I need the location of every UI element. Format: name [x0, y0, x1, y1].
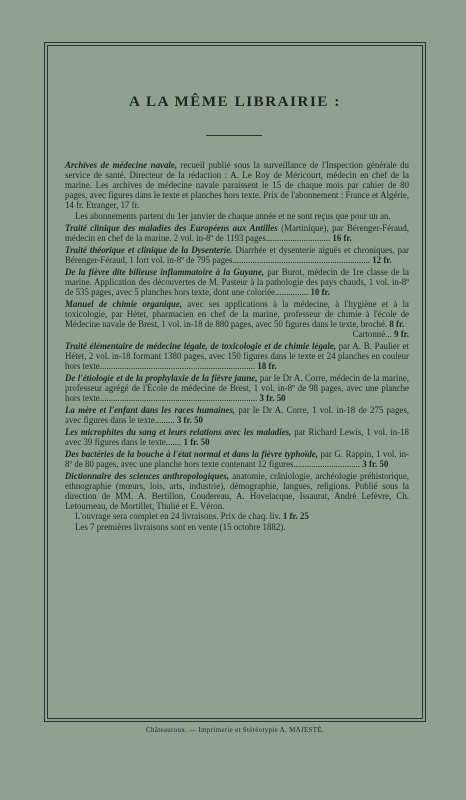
list-item: Manuel de chimie organique, avec ses applications à la médecine, à l'hygiène et à la toxicologie, par Hétet, pharmacien en chef de la marine, professeur de chimie à l'école de Médecine navale de Brest, 1 vol. in-18 de 880 pages, avec 50 figures dans le texte, broché. 8 fr. Cartonné... 9 fr.: [65, 298, 409, 339]
book-description: par Richard Lewis, 1 vol. in-18 avec 39 figures dans le texte: [65, 427, 409, 447]
list-item: Des bactéries de la bouche à l'état normal et dans la fièvre typhoïde, par G. Rappin, 1 vol. in-8º de 80 pages, avec une planche hors texte contenant 12 figures.............................. 3 fr. 50: [65, 449, 410, 470]
book-title: De la fièvre dite bilieuse inflammatoire à la Guyane,: [65, 266, 265, 277]
book-title: De l'étiologie et de la prophylaxie de la fièvre jaune,: [65, 372, 258, 383]
book-title: Des bactéries de la bouche à l'état normal et dans la fièvre typhoïde,: [65, 449, 318, 460]
book-list: [65, 161, 409, 535]
list-item: La mère et l'enfant dans les races humaines, par le Dr A. Corre, 1 vol. in-18 de 275 pages, avec figures dans le texte......... 3 fr. 50: [65, 404, 409, 425]
printer-imprint: Châteauroux. — Imprimerie et Stéréotypie A. MAJESTÉ.: [146, 726, 324, 734]
book-description: par le Dr A. Corre, médecin de la marine, professeur agrégé de l'École de médecine de Brest, 1 vol. in-8º de 98 pages, avec une planche hors texte: [65, 372, 409, 403]
installment-info: L'ouvrage sera complet en 24 livraisons. Prix de chaq. liv.: [75, 510, 281, 521]
book-price: 12 fr.: [372, 254, 392, 265]
book-title: Dictionnaire des sciences anthropologiques,: [65, 471, 230, 482]
list-item: Les microphites du sang et leurs relations avec les maladies, par Richard Lewis, 1 vol. in-18 avec 39 figures dans le texte....... 1 fr. 50: [65, 427, 409, 447]
book-description: avec ses applications à la médecine, à l'hygiène et à la toxicologie, par Hétet, pharmacien en chef de la marine, professeur de chimie à l'école de Médecine navale de Brest, 1 vol. in-18 de 880 pages, avec 50 figures dans le texte, broché.: [65, 298, 409, 329]
book-description: par G. Rappin, 1 vol. in-8º de 80 pages, avec une planche hors texte contenant 12 figures: [65, 449, 410, 470]
book-description: par A. B. Paulier et Hétet, 2 vol. in-18 formant 1380 pages, avec 150 figures dans le texte et 24 planches en couleur hors texte: [65, 340, 410, 371]
list-item: Traité clinique des maladies des Européens aux Antilles (Martinique), par Bérenger-Féraud, médecin en chef de la marine. 2 vol. in-8º de 1193 pages............................. 16 fr.: [65, 222, 410, 243]
book-title: La mère et l'enfant dans les races humaines,: [65, 404, 236, 415]
subscription-note: Les abonnements partent du 1er janvier de chaque année et ne sont reçus que pour un an.: [75, 210, 391, 221]
book-description: par le Dr A. Corre, 1 vol. in-18 de 275 pages, avec figures dans le texte: [65, 404, 409, 425]
list-item: De la fièvre dite bilieuse inflammatoire à la Guyane, par Burot, médecin de 1re classe de la marine. Application des découvertes de M. Pasteur à la pathologie des pays chauds, 1 vol. in-8º de 535 pages, avec 5 planches hors texte, dont une coloriée............... 10 fr.: [65, 266, 410, 297]
book-title: Traité théorique et clinique de la Dysenterie.: [65, 244, 233, 255]
book-price: 3 fr. 50: [362, 459, 389, 470]
book-description: par Burot, médecin de 1re classe de la marine. Application des découvertes de M. Pasteur à la pathologie des pays chauds, 1 vol. in-8º de 535 pages, avec 5 planches hors texte, dont une coloriée: [65, 266, 410, 297]
book-description: recueil publié sous la surveillance de l'Inspection générale du service de santé. Directeur de la rédaction : A. Le Roy de Méricourt, médecin en chef de la marine. Les archives de médecine navale paraissent le 15 de chaque mois par cahier de 80 pages, avec figures dans le texte et planches hors texte. Prix de l'abonnement : France et Algérie, 14 fr. Etranger, 17 fr.: [65, 160, 409, 210]
title-divider: [206, 135, 262, 136]
book-title: Manuel de chimie organique,: [65, 298, 183, 309]
book-title: Traité clinique des maladies des Européens aux Antilles: [65, 222, 278, 233]
book-description: (Martinique), par Bérenger-Féraud, médecin en chef de la marine. 2 vol. in-8º de 1193 pages: [65, 222, 410, 243]
book-price: 1 fr. 50: [183, 436, 210, 447]
book-title: Archives de médecine navale,: [65, 160, 178, 170]
list-item: [65, 161, 409, 221]
book-description: anatomie, crâniologie, archéologie préhistorique, ethnographie (mœurs, lois, arts, industrie), démographie, langues, religions. Publié sous la direction de MM. A. Bertillon, Coudereau, A. Hovelacque, Issaurat, André Lefèvre, Ch. Letourneau, de Mortillet, Thulié et E. Véron.: [65, 471, 409, 511]
book-title: Les microphites du sang et leurs relations avec les maladies,: [65, 427, 292, 438]
availability-note: Les 7 premières livraisons sont en vente (15 octobre 1882).: [75, 521, 286, 532]
book-description: Diarrhée et dysenterie aiguës et chroniques, par Bérenger-Féraud, 1 fort vol. in-8º de 795 pages: [65, 244, 409, 265]
book-price: 10 fr.: [310, 286, 330, 297]
book-price: 3 fr. 50: [176, 414, 203, 425]
book-price: 8 fr.: [389, 318, 405, 329]
book-price: 18 fr.: [257, 360, 277, 371]
book-title: Traité élémentaire de médecine légale, de toxicologie et de chimie légale,: [65, 340, 336, 351]
list-item: [65, 472, 409, 532]
page-title: A LA MÊME LIBRAIRIE :: [129, 94, 341, 110]
list-item: Traité théorique et clinique de la Dysenterie. Diarrhée et dysenterie aiguës et chroniques, par Bérenger-Féraud, 1 fort vol. in-8º de 795 pages.............................................................. 12 fr.: [65, 244, 409, 265]
book-price: 3 fr. 50: [259, 392, 286, 403]
list-item: De l'étiologie et de la prophylaxie de la fièvre jaune, par le Dr A. Corre, médecin de la marine, professeur agrégé de l'École de médecine de Brest, 1 vol. in-8º de 98 pages, avec une planche hors texte....................................................................... 3 fr. 50: [65, 372, 409, 403]
installment-price: 1 fr. 25: [282, 510, 309, 521]
binding-price: 9 fr.: [394, 328, 409, 339]
book-price: 16 fr.: [332, 232, 352, 243]
list-item: Traité élémentaire de médecine légale, de toxicologie et de chimie légale, par A. B. Paulier et Hétet, 2 vol. in-18 formant 1380 pages, avec 150 figures dans le texte et 24 planches en couleur hors texte...................................................................... 18 fr.: [65, 340, 410, 371]
binding-label: Cartonné: [352, 328, 386, 339]
